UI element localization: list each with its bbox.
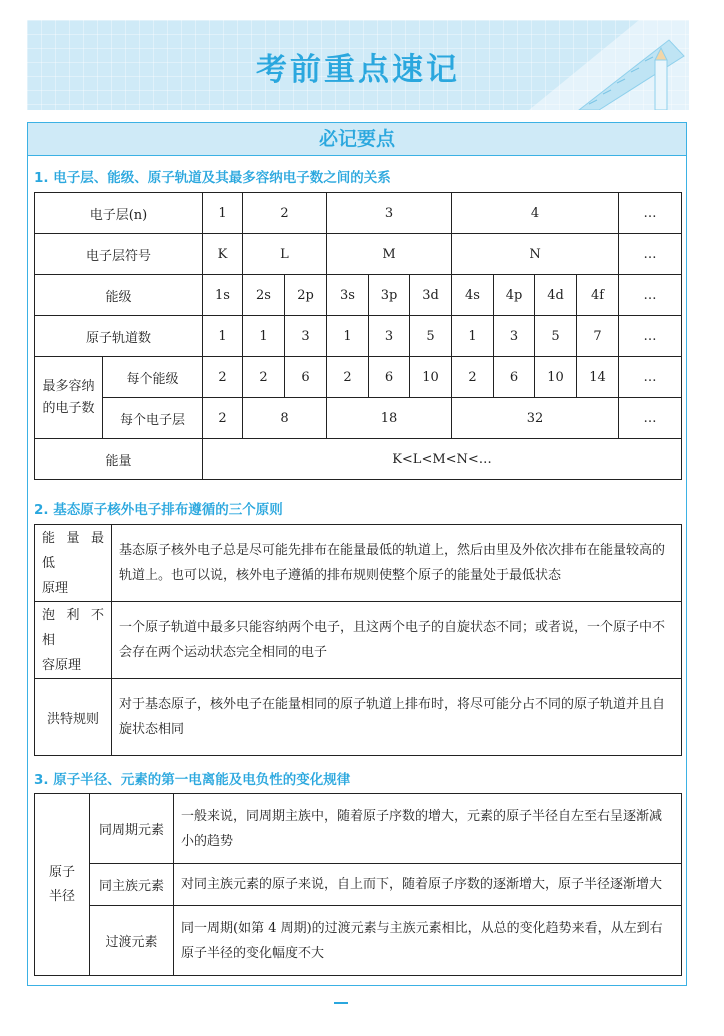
ruler-pencil-icon xyxy=(519,20,689,110)
table-cell: … xyxy=(619,234,682,275)
table-row xyxy=(35,679,682,756)
panel-heading: 必记要点 xyxy=(28,123,686,156)
title-banner xyxy=(27,20,689,110)
table-cell: 3p xyxy=(369,275,410,316)
electron-shell-table xyxy=(34,192,682,480)
table-row xyxy=(35,864,682,906)
trend-label-transition: 过渡元素 xyxy=(90,906,174,976)
table-cell: 2 xyxy=(203,398,243,439)
table-cell: 2p xyxy=(285,275,327,316)
row-label-max-electrons xyxy=(35,357,103,439)
energy-order: K<L<M<N<… xyxy=(203,439,682,480)
table-cell: K xyxy=(203,234,243,275)
section-3-title: 3. 原子半径、元素的第一电离能及电负性的变化规律 xyxy=(34,772,351,788)
table-cell: 2 xyxy=(203,357,243,398)
table-cell: 1 xyxy=(452,316,494,357)
table-row xyxy=(35,794,682,864)
table-cell: 10 xyxy=(410,357,452,398)
table-cell: 2 xyxy=(452,357,494,398)
table-cell: 1s xyxy=(203,275,243,316)
row-label-energy: 能量 xyxy=(35,439,203,480)
table-cell: N xyxy=(452,234,619,275)
table-cell: 2 xyxy=(243,193,327,234)
page-title: 考前重点速记 xyxy=(256,52,460,88)
section-1-title: 1. 电子层、能级、原子轨道及其最多容纳电子数之间的关系 xyxy=(34,170,391,186)
table-cell: 1 xyxy=(203,316,243,357)
table-cell: … xyxy=(619,193,682,234)
table-cell: 4d xyxy=(535,275,577,316)
row-label-shell: 电子层(n) xyxy=(35,193,203,234)
table-row xyxy=(35,316,682,357)
table-cell: 3 xyxy=(369,316,410,357)
rule-label-lowest-energy xyxy=(35,525,112,602)
table-cell: 5 xyxy=(410,316,452,357)
table-cell: 3s xyxy=(327,275,369,316)
table-cell: 2 xyxy=(327,357,369,398)
table-cell: 2 xyxy=(243,357,285,398)
rule-label-line: 能 量 最 低 xyxy=(42,530,104,571)
table-cell: M xyxy=(327,234,452,275)
table-row xyxy=(35,357,682,398)
electron-configuration-rules-table xyxy=(34,524,682,756)
table-cell: 3d xyxy=(410,275,452,316)
table-cell: 1 xyxy=(203,193,243,234)
rule-text-lowest-energy: 基态原子核外电子总是尽可能先排布在能量最低的轨道上，然后由里及外依次排布在能量较高的轨道上。也可以说，核外电子遵循的排布规则使整个原子的能量处于最低状态 xyxy=(112,525,682,602)
table-cell: 6 xyxy=(369,357,410,398)
row-label-per-shell: 每个电子层 xyxy=(103,398,203,439)
table-cell: 4p xyxy=(494,275,535,316)
table-cell: 3 xyxy=(494,316,535,357)
row-label-orbital-count: 原子轨道数 xyxy=(35,316,203,357)
table-cell: … xyxy=(619,398,682,439)
trend-label-same-period: 同周期元素 xyxy=(90,794,174,864)
rule-label-pauli xyxy=(35,602,112,679)
atomic-radius-label xyxy=(35,794,90,976)
table-cell: 14 xyxy=(577,357,619,398)
row-label-per-subshell: 每个能级 xyxy=(103,357,203,398)
table-row xyxy=(35,275,682,316)
rule-label-hund xyxy=(35,679,112,756)
trend-text-same-group: 对同主族元素的原子来说，自上而下，随着原子序数的逐渐增大，原子半径逐渐增大 xyxy=(174,864,682,906)
trend-text-same-period: 一般来说，同周期主族中，随着原子序数的增大，元素的原子半径自左至右呈逐渐减小的趋势 xyxy=(174,794,682,864)
table-row xyxy=(35,602,682,679)
table-cell: … xyxy=(619,357,682,398)
trend-text-transition: 同一周期(如第 4 周期)的过渡元素与主族元素相比，从总的变化趋势来看，从左到右原子半径的变化幅度不大 xyxy=(174,906,682,976)
trend-label-same-group: 同主族元素 xyxy=(90,864,174,906)
table-cell: … xyxy=(619,316,682,357)
table-cell: 1 xyxy=(243,316,285,357)
table-cell: 4s xyxy=(452,275,494,316)
max-electrons-line-2: 的电子数 xyxy=(42,400,95,416)
table-cell: 1 xyxy=(327,316,369,357)
table-row xyxy=(35,193,682,234)
table-cell: 7 xyxy=(577,316,619,357)
rule-text-hund: 对于基态原子，核外电子在能量相同的原子轨道上排布时，将尽可能分占不同的原子轨道并且自旋状态相同 xyxy=(112,679,682,756)
table-cell: 3 xyxy=(285,316,327,357)
table-cell: 18 xyxy=(327,398,452,439)
table-cell: L xyxy=(243,234,327,275)
table-cell: … xyxy=(619,275,682,316)
table-row xyxy=(35,906,682,976)
table-row xyxy=(35,439,682,480)
rule-label-line: 泡 利 不 相 xyxy=(42,607,104,648)
table-cell: 6 xyxy=(494,357,535,398)
rule-label-line: 洪特规则 xyxy=(46,711,99,727)
atomic-radius-line-2: 半径 xyxy=(48,888,75,904)
max-electrons-line-1: 最多容纳 xyxy=(42,378,95,394)
table-cell: 6 xyxy=(285,357,327,398)
atomic-radius-table xyxy=(34,793,682,976)
rule-label-line: 原理 xyxy=(42,580,69,596)
row-label-subshell: 能级 xyxy=(35,275,203,316)
table-cell: 4 xyxy=(452,193,619,234)
page-marker xyxy=(334,1002,348,1004)
table-row xyxy=(35,398,682,439)
table-cell: 10 xyxy=(535,357,577,398)
table-cell: 2s xyxy=(243,275,285,316)
rule-text-pauli: 一个原子轨道中最多只能容纳两个电子，且这两个电子的自旋状态不同；或者说，一个原子中不会存在两个运动状态完全相同的电子 xyxy=(112,602,682,679)
table-row xyxy=(35,525,682,602)
table-row xyxy=(35,234,682,275)
table-cell: 8 xyxy=(243,398,327,439)
rule-label-line: 容原理 xyxy=(42,657,82,673)
table-cell: 4f xyxy=(577,275,619,316)
row-label-shell-symbol: 电子层符号 xyxy=(35,234,203,275)
section-2-title: 2. 基态原子核外电子排布遵循的三个原则 xyxy=(34,502,283,518)
atomic-radius-line-1: 原子 xyxy=(48,864,75,880)
table-cell: 5 xyxy=(535,316,577,357)
table-cell: 3 xyxy=(327,193,452,234)
table-cell: 32 xyxy=(452,398,619,439)
